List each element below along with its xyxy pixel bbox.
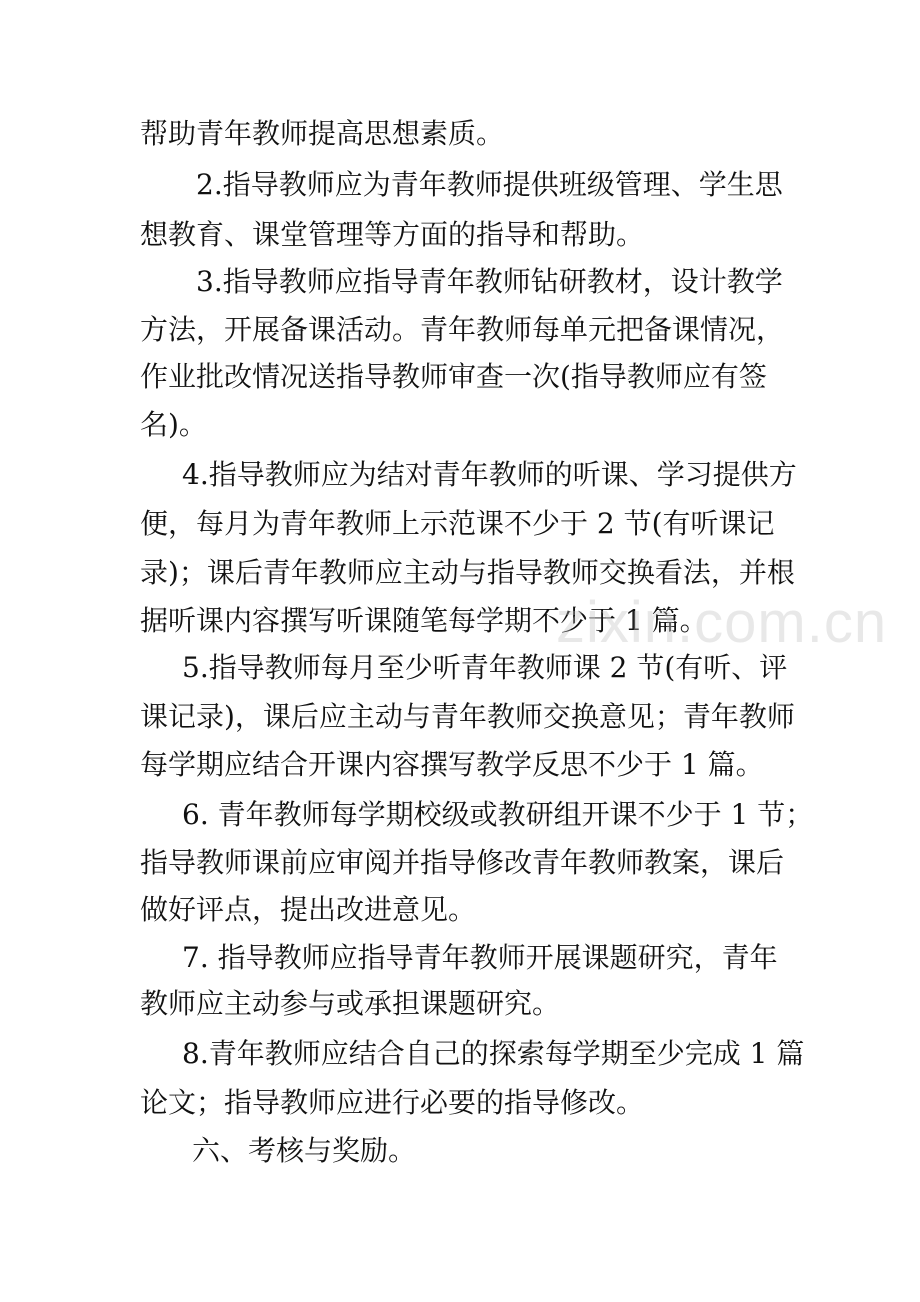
text-line-13: 课记录)，课后应主动与青年教师交换意见；青年教师 [140, 700, 795, 733]
text-line-16: 指导教师课前应审阅并指导修改青年教师教案，课后 [140, 846, 785, 879]
text-line-8: 4.指导教师应为结对青年教师的听课、学习提供方 [182, 458, 797, 491]
text-line-3: 想教育、课堂管理等方面的指导和帮助。 [140, 218, 645, 251]
text-line-18: 7. 指导教师应指导青年教师开展课题研究，青年 [182, 941, 778, 974]
text-line-14: 每学期应结合开课内容撰写教学反思不少于 1 篇。 [140, 748, 764, 781]
text-line-11: 据听课内容撰写听课随笔每学期不少于 1 篇。 [140, 604, 708, 637]
text-line-12: 5.指导教师每月至少听青年教师课 2 节(有听、评 [182, 651, 788, 684]
text-line-1: 帮助青年教师提高思想素质。 [140, 117, 505, 150]
section-heading: 六、考核与奖励。 [192, 1134, 417, 1167]
text-line-4: 3.指导教师应指导青年教师钻研教材，设计教学 [196, 265, 783, 298]
watermark: zixin.com.cn [556, 590, 888, 655]
text-line-9: 便，每月为青年教师上示范课不少于 2 节(有听课记 [140, 507, 775, 540]
text-line-5: 方法，开展备课活动。青年教师每单元把备课情况， [140, 313, 785, 346]
text-line-17: 做好评点，提出改进意见。 [140, 893, 477, 926]
text-line-19: 教师应主动参与或承担课题研究。 [140, 987, 561, 1020]
text-line-6: 作业批改情况送指导教师审查一次(指导教师应有签 [140, 360, 767, 393]
text-line-7: 名)。 [140, 408, 207, 441]
text-line-2: 2.指导教师应为青年教师提供班级管理、学生思 [196, 168, 783, 201]
text-line-15: 6. 青年教师每学期校级或教研组开课不少于 1 节； [182, 798, 814, 831]
text-line-21: 论文；指导教师应进行必要的指导修改。 [140, 1086, 645, 1119]
text-line-20: 8.青年教师应结合自己的探索每学期至少完成 1 篇 [182, 1037, 805, 1070]
text-line-10: 录)；课后青年教师应主动与指导教师交换看法，并根 [140, 556, 795, 589]
